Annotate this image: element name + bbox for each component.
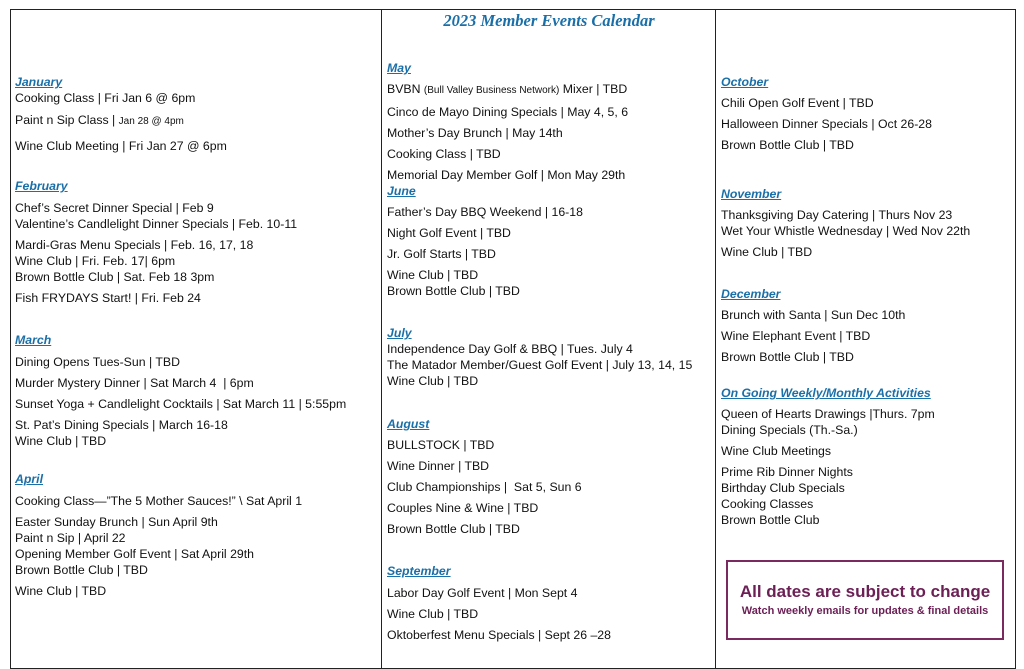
event-text: Oktoberfest Menu Specials | Sept 26 –28 [387,628,611,642]
event-item [15,583,375,599]
column-may-sep [387,60,713,643]
event-text: Sunset Yoga + Candlelight Cocktails | Sat March 11 | 5:55pm [15,397,347,411]
event-text: Opening Member Golf Event | Sat April 29th [15,547,255,561]
event-text: Wine Club | TBD [387,268,479,282]
event-item [15,269,375,285]
event-item [387,437,713,453]
event-text: Brown Bottle Club | Sat. Feb 18 3pm [15,270,215,284]
event-item [721,244,1011,260]
event-text: Murder Mystery Dinner | Sat March 4 | 6pm [15,376,254,390]
event-item [387,246,713,262]
event-item [387,479,713,495]
event-text: BVBN [387,82,424,96]
event-text: Night Golf Event | TBD [387,226,511,240]
event-text: Cooking Classes [721,497,814,511]
event-text: Wine Dinner | TBD [387,459,490,473]
event-text: Thanksgiving Day Catering | Thurs Nov 23 [721,208,953,222]
event-item [387,521,713,537]
month-section [387,563,713,643]
month-heading: February [15,179,68,193]
event-item [721,349,1011,365]
event-item [15,375,375,391]
month-heading: October [721,75,769,89]
event-text: Paint n Sip Class | [15,113,119,127]
event-item [387,204,713,220]
month-section [721,286,1011,365]
event-item [721,406,1011,422]
event-text: Brown Bottle Club | TBD [15,563,148,577]
month-section [15,178,375,306]
event-text: Mother’s Day Brunch | May 14th [387,126,563,140]
column-oct-dec [721,74,1011,528]
event-item [721,422,1011,438]
event-text: Brown Bottle Club | TBD [721,350,854,364]
event-text: Dining Specials (Th.-Sa.) [721,423,858,437]
event-text: Wine Club Meeting | Fri Jan 27 @ 6pm [15,139,227,153]
event-text: BULLSTOCK | TBD [387,438,495,452]
event-text: Valentine’s Candlelight Dinner Specials | Feb. 10-11 [15,217,298,231]
event-detail-small: (Bull Valley Business Network) [423,85,560,96]
date-change-notice [726,560,1004,640]
event-text: Wine Club | TBD [15,434,107,448]
event-text: Chili Open Golf Event | TBD [721,96,874,110]
event-text: Wine Club | TBD [387,374,479,388]
event-item [387,458,713,474]
month-heading: March [15,333,52,347]
event-item [15,546,375,562]
event-item [15,90,375,106]
event-text: Father’s Day BBQ Weekend | 16-18 [387,205,583,219]
event-text: Mardi-Gras Menu Specials | Feb. 16, 17, 18 [15,238,254,252]
event-text: St. Pat’s Dining Specials | March 16-18 [15,418,228,432]
event-item [387,167,713,183]
month-section [387,325,713,389]
event-item [387,283,713,299]
event-item [15,216,375,232]
event-item [387,225,713,241]
event-item [15,237,375,253]
event-detail-small: Jan 28 @ 4pm [118,116,184,127]
event-item [387,500,713,516]
event-item [387,146,713,162]
event-item [721,328,1011,344]
notice-main-text: All dates are subject to change [739,582,991,601]
event-text: Prime Rib Dinner Nights [721,465,853,479]
event-text: Jr. Golf Starts | TBD [387,247,496,261]
event-text: Cooking Class—”The 5 Mother Sauces!” \ Sat April 1 [15,494,303,508]
month-section [387,183,713,299]
event-item [387,341,713,357]
month-heading: December [721,287,781,301]
event-text: Paint n Sip | April 22 [15,531,126,545]
event-text: Cooking Class | Fri Jan 6 @ 6pm [15,91,196,105]
event-text: Halloween Dinner Specials | Oct 26-28 [721,117,932,131]
month-section [15,471,375,599]
event-text: The Matador Member/Guest Golf Event | July 13, 14, 15 [387,358,693,372]
month-heading: July [387,326,412,340]
event-item [721,116,1011,132]
event-text: Wine Club | Fri. Feb. 17| 6pm [15,254,176,268]
event-item [721,443,1011,459]
column-jan-apr [15,74,375,599]
event-text: Wine Club | TBD [387,607,479,621]
event-item [721,137,1011,153]
event-text: Labor Day Golf Event | Mon Sept 4 [387,586,578,600]
column-divider-left [381,9,382,669]
month-section [15,74,375,154]
event-item [15,112,375,130]
event-item [15,433,375,449]
event-text: Birthday Club Specials [721,481,845,495]
notice-sub-text: Watch weekly emails for updates & final details [741,605,989,617]
month-heading: November [721,187,782,201]
event-text: Queen of Hearts Drawings |Thurs. 7pm [721,407,935,421]
event-item [721,207,1011,223]
event-text: Wine Club | TBD [721,245,813,259]
event-item [387,125,713,141]
event-text: Wine Club Meetings [721,444,832,458]
month-heading: May [387,61,411,75]
event-item [387,81,713,99]
event-item [721,464,1011,480]
event-text: Brown Bottle Club | TBD [387,522,520,536]
event-item [15,417,375,433]
event-text: Wine Club | TBD [15,584,107,598]
event-text: Fish FRYDAYS Start! | Fri. Feb 24 [15,291,201,305]
event-text: Club Championships | Sat 5, Sun 6 [387,480,582,494]
event-text: Memorial Day Member Golf | Mon May 29th [387,168,626,182]
month-heading: August [387,417,430,431]
event-text: Wet Your Whistle Wednesday | Wed Nov 22th [721,224,971,238]
event-text: Easter Sunday Brunch | Sun April 9th [15,515,218,529]
event-item [387,627,713,643]
event-item [15,514,375,530]
event-item [15,200,375,216]
event-item [721,512,1011,528]
event-text: Brown Bottle Club [721,513,820,527]
event-item [15,138,375,154]
event-item [387,357,713,373]
month-section [387,60,713,183]
month-heading: On Going Weekly/Monthly Activities [721,386,931,400]
month-section [387,416,713,537]
event-item [721,307,1011,323]
event-item [721,95,1011,111]
event-item [721,480,1011,496]
event-item [15,253,375,269]
event-item [721,223,1011,239]
event-item [387,373,713,389]
month-heading: January [15,75,63,89]
event-text: Brown Bottle Club | TBD [387,284,520,298]
event-text: Brown Bottle Club | TBD [721,138,854,152]
event-item [15,354,375,370]
event-text: Wine Elephant Event | TBD [721,329,871,343]
column-divider-right [715,9,716,669]
event-item [721,496,1011,512]
event-item [387,104,713,120]
event-item [15,493,375,509]
event-text: Cinco de Mayo Dining Specials | May 4, 5, 6 [387,105,629,119]
event-text: Dining Opens Tues-Sun | TBD [15,355,180,369]
event-item [15,562,375,578]
month-heading: June [387,184,416,198]
month-section [721,186,1011,260]
event-item [387,267,713,283]
page-title: 2023 Member Events Calendar [443,11,655,30]
month-heading: September [387,564,451,578]
month-section [721,385,1011,528]
month-section [15,332,375,449]
event-text: Chef’s Secret Dinner Special | Feb 9 [15,201,214,215]
event-item [15,396,375,412]
event-text: Independence Day Golf & BBQ | Tues. July 4 [387,342,633,356]
event-text: Couples Nine & Wine | TBD [387,501,539,515]
month-section [721,74,1011,153]
event-item [387,585,713,601]
event-item [15,290,375,306]
month-heading: April [15,472,44,486]
event-text: Cooking Class | TBD [387,147,501,161]
event-text: Brunch with Santa | Sun Dec 10th [721,308,906,322]
event-item [387,606,713,622]
event-item [15,530,375,546]
event-text-suffix: Mixer | TBD [559,82,628,96]
